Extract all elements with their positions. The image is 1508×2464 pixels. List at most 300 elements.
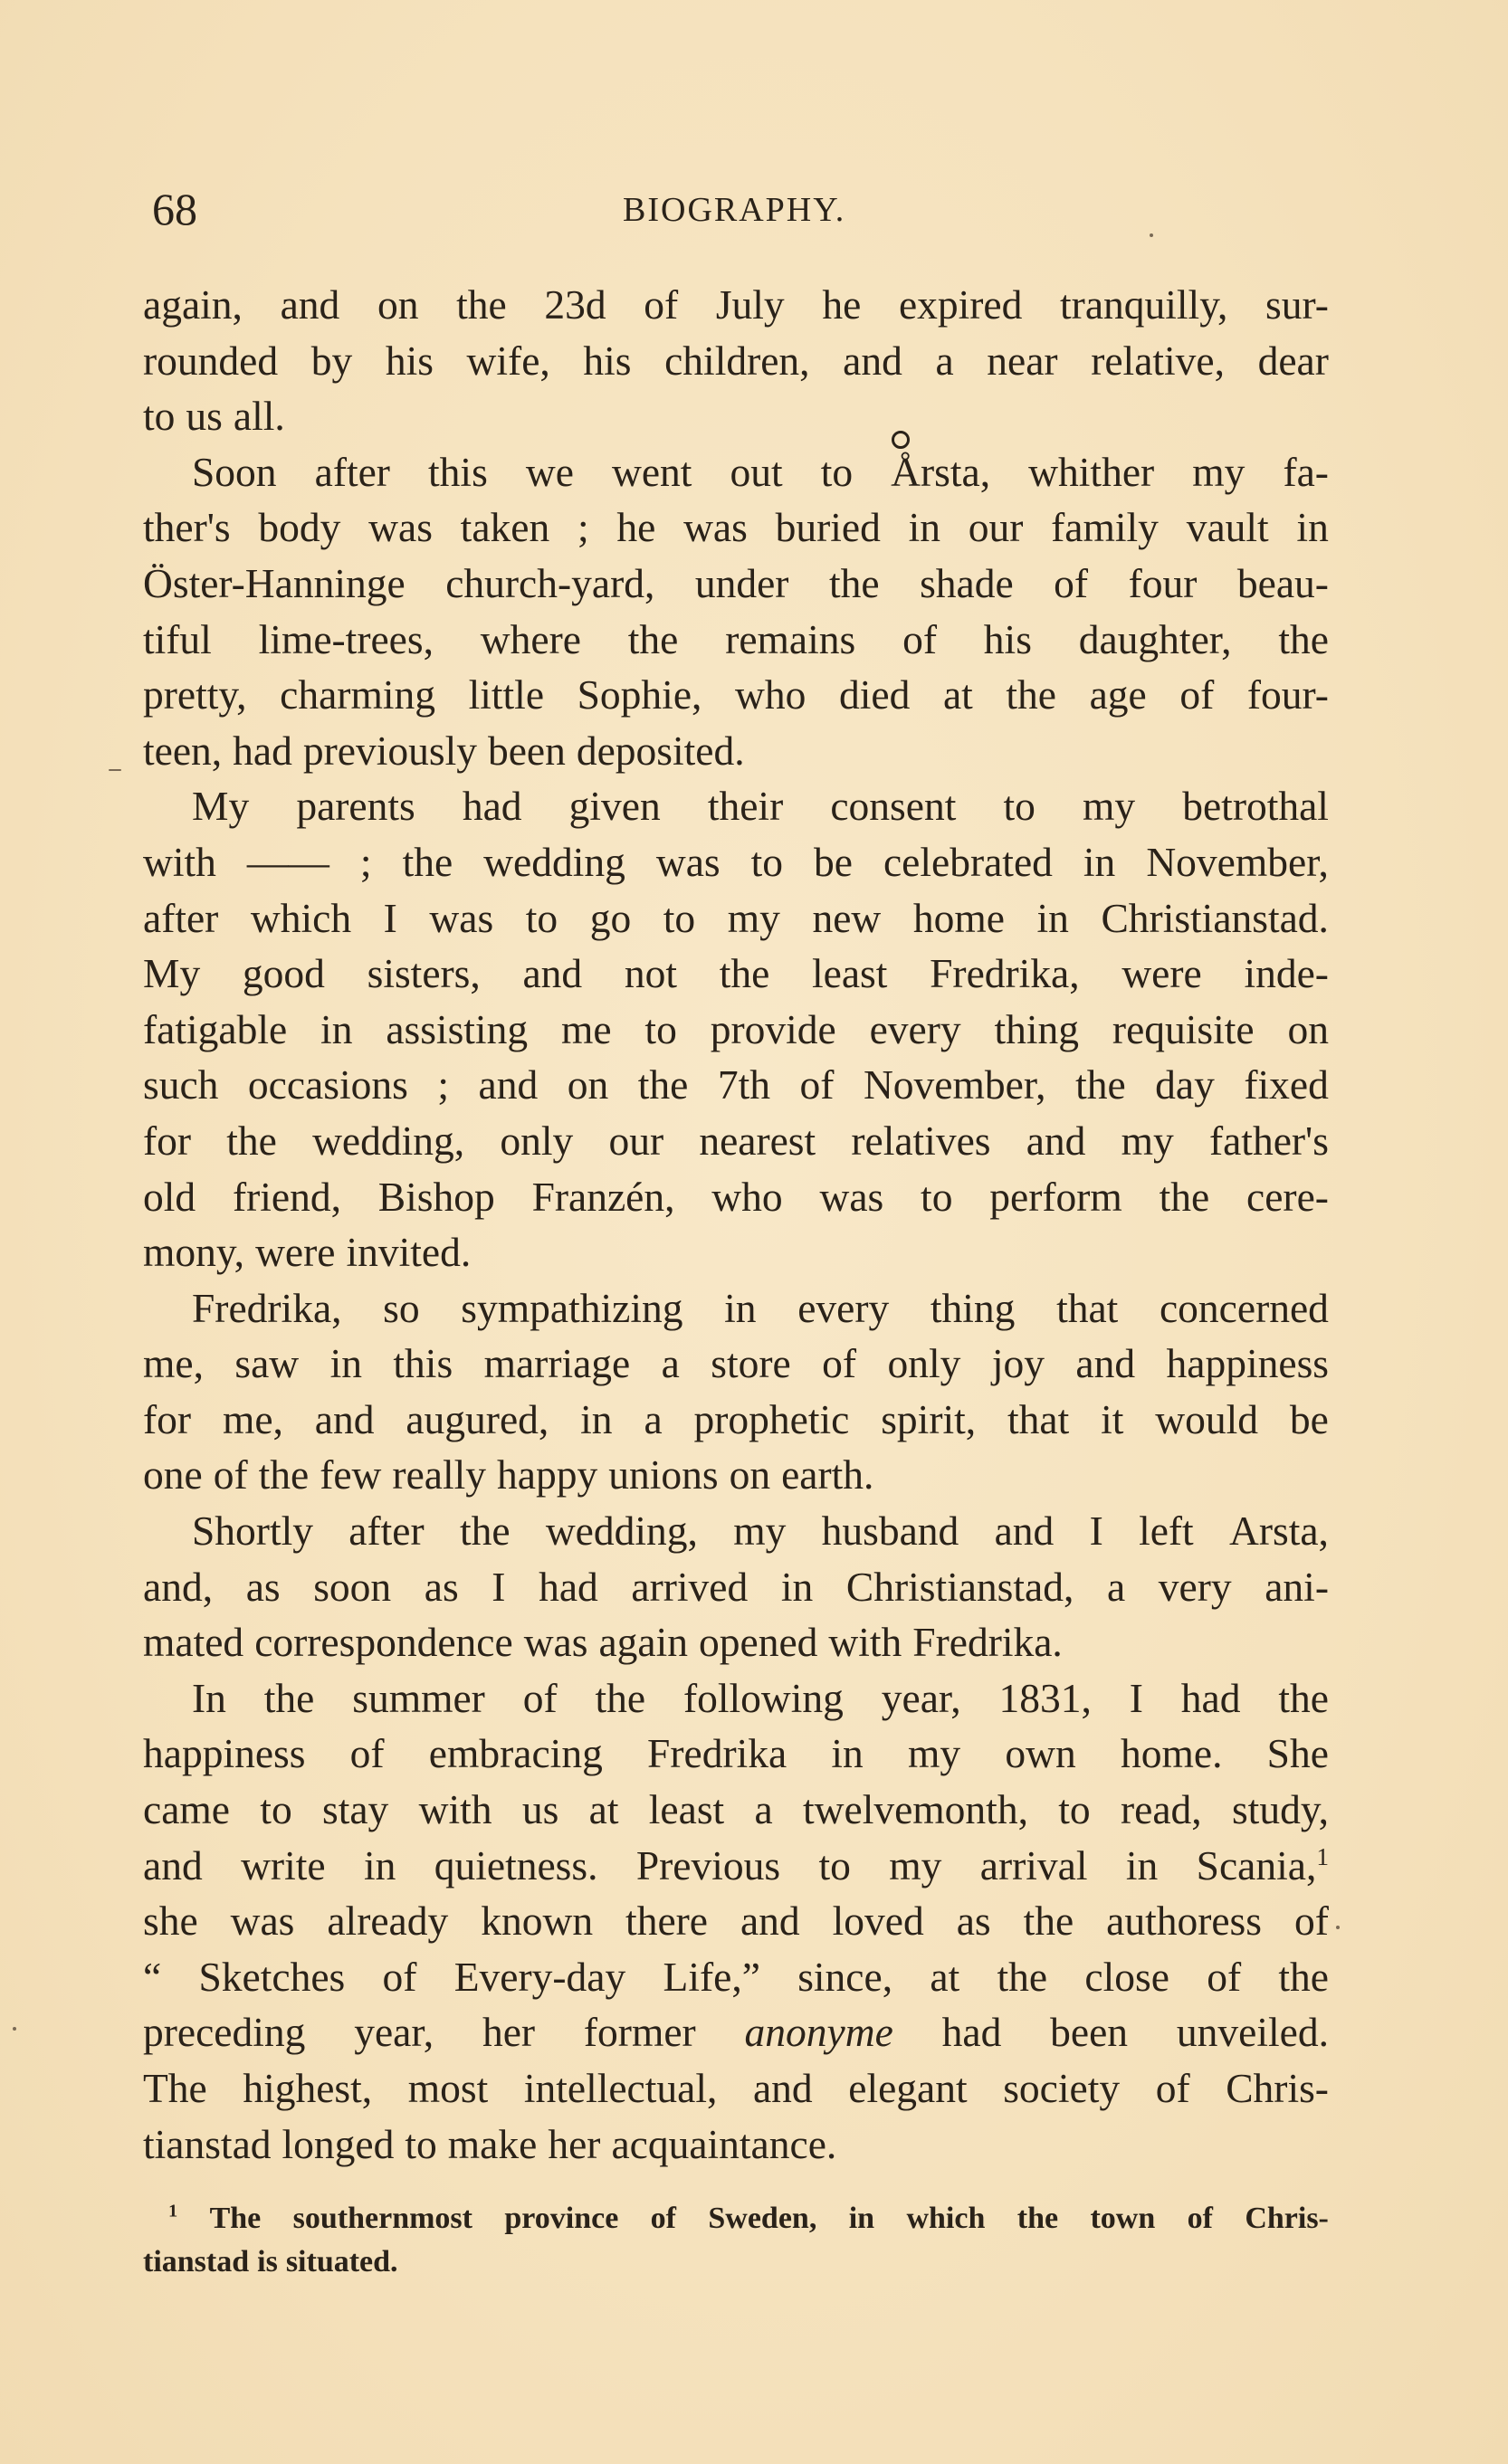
text-line <box>143 1782 1329 1838</box>
word: my <box>1082 783 1136 830</box>
word: that <box>1056 1284 1119 1331</box>
word: been <box>487 727 566 774</box>
paper-speck <box>1336 1926 1340 1929</box>
word: ther's <box>143 504 231 551</box>
text-line <box>143 2004 1329 2060</box>
word: society <box>1003 2065 1121 2111</box>
word: the <box>595 1674 646 1721</box>
text-line <box>143 1949 1329 2005</box>
word: to <box>750 838 784 885</box>
word: to <box>663 894 696 941</box>
word: and <box>1026 1117 1086 1164</box>
word: of <box>522 1674 558 1721</box>
word: my <box>908 1730 961 1777</box>
word: the <box>459 1508 511 1555</box>
word: were <box>1121 950 1202 997</box>
word: Fredrika, <box>192 1284 342 1331</box>
text-line <box>143 1838 1329 1894</box>
word: of <box>1187 2202 1213 2235</box>
word: 1831, <box>998 1674 1092 1721</box>
paper-speck <box>13 2027 16 2031</box>
word: daughter, <box>1078 615 1232 662</box>
word: in <box>908 504 940 551</box>
word: me, <box>222 1395 283 1442</box>
word: a <box>754 1786 773 1833</box>
word: unveiled. <box>1176 2009 1329 2056</box>
word: highest, <box>243 2065 373 2111</box>
word: I <box>1089 1508 1103 1555</box>
word: ani- <box>1265 1563 1329 1610</box>
word: town <box>1090 2202 1156 2235</box>
word: the <box>1278 1674 1329 1721</box>
word: of <box>902 615 937 662</box>
word: Öster-Hanninge <box>143 559 406 606</box>
word: since, <box>797 1953 893 2000</box>
word: and <box>740 1898 800 1945</box>
word: pretty, <box>143 671 247 718</box>
word: make <box>447 2120 538 2167</box>
word: body <box>258 504 341 551</box>
word: Every-day <box>453 1953 626 2000</box>
word: I <box>1129 1674 1143 1721</box>
word: the <box>627 615 679 662</box>
word: assisting <box>386 1005 529 1052</box>
word: Fredrika. <box>912 1619 1063 1666</box>
word: as <box>956 1898 991 1945</box>
word: happiness <box>143 1730 306 1777</box>
word: on <box>377 281 419 328</box>
word: The <box>143 2065 207 2111</box>
word: opened <box>699 1619 818 1666</box>
word: husband <box>821 1508 959 1555</box>
word: which <box>906 2202 986 2235</box>
word: the <box>637 1061 689 1108</box>
word: her <box>482 2009 536 2056</box>
word: one <box>143 1451 203 1498</box>
word: ; <box>437 1061 449 1108</box>
word: the <box>1016 2202 1059 2235</box>
word: for <box>143 1395 192 1442</box>
text-line <box>143 1169 1329 1225</box>
word: after <box>348 1508 425 1555</box>
footnote <box>143 2197 1329 2284</box>
word: own <box>1005 1730 1076 1777</box>
word: embracing <box>428 1730 603 1777</box>
word: elegant <box>848 2065 968 2111</box>
word: this <box>428 448 488 495</box>
word: of <box>644 281 679 328</box>
word: Franzén, <box>531 1173 675 1220</box>
word: November, <box>863 1061 1046 1108</box>
body-text <box>143 277 1329 2172</box>
word: buried <box>775 504 881 551</box>
word: My <box>143 950 201 997</box>
word: southernmost <box>292 2202 472 2235</box>
word: of <box>1293 1898 1329 1945</box>
word: perform <box>989 1173 1122 1220</box>
word: vault <box>1186 504 1269 551</box>
text-line <box>143 1614 1329 1670</box>
word: of <box>1207 1953 1242 2000</box>
word: had <box>233 727 292 774</box>
word: there <box>625 1898 708 1945</box>
word: which <box>250 894 352 941</box>
word: a <box>644 1395 663 1442</box>
word: church-yard, <box>445 559 655 606</box>
word: wedding, <box>545 1508 698 1555</box>
word: we <box>525 448 574 495</box>
word: again, <box>143 281 243 328</box>
word: the <box>997 1953 1048 2000</box>
word: quietness. <box>434 1841 598 1888</box>
paper-speck <box>109 769 121 771</box>
word: I <box>383 894 397 941</box>
text-line <box>143 667 1329 723</box>
text-line <box>143 1670 1329 1727</box>
word: was <box>230 1898 295 1945</box>
word: nearest <box>699 1117 816 1164</box>
word: who <box>735 671 806 718</box>
word: the <box>1159 1173 1210 1220</box>
word: where <box>480 615 581 662</box>
text-line <box>143 1447 1329 1503</box>
word: he <box>822 281 862 328</box>
word: wedding, <box>312 1117 465 1164</box>
word: taken <box>460 504 550 551</box>
word: and, <box>143 1563 214 1610</box>
word: my <box>889 1841 942 1888</box>
word: “ <box>143 1953 162 2000</box>
word: charming <box>280 671 435 718</box>
word: spirit, <box>881 1395 977 1442</box>
word: to <box>260 1786 292 1833</box>
word: lime-trees, <box>258 615 434 662</box>
word: only <box>887 1340 961 1387</box>
word: celebrated <box>883 838 1053 885</box>
word: was <box>523 1619 588 1666</box>
word: November, <box>1146 838 1329 885</box>
word: occasions <box>247 1061 408 1108</box>
word: 7th <box>717 1061 770 1108</box>
word: had <box>539 1563 598 1610</box>
word: be <box>814 838 853 885</box>
word: most <box>407 2065 489 2111</box>
word: not <box>624 950 678 997</box>
word: four <box>1128 559 1198 606</box>
word: unions <box>608 1451 719 1498</box>
word: age <box>1089 671 1147 718</box>
word: study, <box>1231 1786 1329 1833</box>
word: tianstad <box>143 2245 250 2278</box>
word: Shortly <box>192 1508 313 1555</box>
word: of <box>213 1451 248 1498</box>
word: was <box>429 894 494 941</box>
word: in <box>724 1284 757 1331</box>
word: least <box>648 1786 725 1833</box>
word: friend, <box>232 1173 341 1220</box>
word: consent <box>830 783 957 830</box>
word: wife, <box>466 337 550 384</box>
word: my <box>1192 448 1246 495</box>
word: loved <box>832 1898 924 1945</box>
word: had <box>462 783 522 830</box>
word: home. <box>1120 1730 1223 1777</box>
word: us <box>521 1786 559 1833</box>
word: with <box>828 1619 902 1666</box>
word: Chris- <box>1226 2065 1329 2111</box>
word: a <box>935 337 954 384</box>
word: under <box>694 559 789 606</box>
word: and <box>1075 1340 1136 1387</box>
word: year, <box>354 2009 434 2056</box>
word: inde- <box>1244 950 1329 997</box>
word: Life,” <box>663 1953 760 2000</box>
word: tiful <box>143 615 212 662</box>
page-number: 68 <box>152 184 197 234</box>
text-line <box>143 1726 1329 1782</box>
word: relative, <box>1091 337 1225 384</box>
word: the <box>1075 1061 1126 1108</box>
word: out <box>730 448 783 495</box>
word: really <box>392 1451 486 1498</box>
word: arrival <box>979 1841 1088 1888</box>
word: go <box>589 894 632 941</box>
word: in <box>1296 504 1329 551</box>
word: relatives <box>851 1117 991 1164</box>
word: arrived <box>631 1563 749 1610</box>
word: it <box>1101 1395 1124 1442</box>
text-line <box>143 612 1329 668</box>
text-line <box>143 1113 1329 1169</box>
running-head <box>152 177 1329 241</box>
footnote-line <box>143 2197 1329 2240</box>
word: was <box>683 504 748 551</box>
word: following <box>682 1674 844 1721</box>
word: been <box>1050 2009 1129 2056</box>
word: to <box>921 1173 953 1220</box>
word: his <box>983 615 1032 662</box>
text-line <box>143 1893 1329 1949</box>
word: of <box>1179 671 1215 718</box>
word: on <box>567 1061 609 1108</box>
word: his <box>583 337 632 384</box>
word: betrothal <box>1182 783 1329 830</box>
text-line <box>143 2117 1329 2173</box>
word: to <box>1058 1786 1091 1833</box>
word: previously <box>302 727 477 774</box>
word: soon <box>313 1563 392 1610</box>
word: longed <box>282 2120 395 2167</box>
text-line <box>143 1392 1329 1448</box>
word: Bishop <box>377 1173 495 1220</box>
word: thing <box>994 1005 1080 1052</box>
word: after <box>143 894 219 941</box>
word: left <box>1139 1508 1194 1555</box>
word: a <box>661 1340 680 1387</box>
word: preceding <box>143 2009 306 2056</box>
word: in <box>1125 1841 1159 1888</box>
word: ; <box>359 838 372 885</box>
word: her <box>548 2120 601 2167</box>
word: Scania,$^1$ <box>1196 1841 1329 1888</box>
word: store <box>711 1340 791 1387</box>
word: my <box>727 894 780 941</box>
word: write <box>241 1841 326 1888</box>
text-line <box>143 1002 1329 1058</box>
word: the <box>402 838 453 885</box>
word: their <box>707 783 784 830</box>
word: Sketches <box>198 1953 346 2000</box>
word: in <box>329 1340 362 1387</box>
word: cere- <box>1246 1173 1329 1220</box>
word: in <box>320 1005 353 1052</box>
word: family <box>1051 504 1159 551</box>
word: died <box>838 671 911 718</box>
word: Previous <box>635 1841 781 1888</box>
word: close <box>1084 1953 1169 2000</box>
word: in <box>780 1563 814 1610</box>
word: and <box>522 950 583 997</box>
word: happy <box>497 1451 598 1498</box>
word: stay <box>322 1786 389 1833</box>
word: parents <box>296 783 415 830</box>
word: to <box>143 393 176 440</box>
paper-speck <box>1150 233 1153 237</box>
word: summer <box>352 1674 485 1721</box>
word: of <box>799 1061 835 1108</box>
word: and <box>280 281 340 328</box>
word: such <box>143 1061 219 1108</box>
word: after <box>314 448 390 495</box>
word: came <box>143 1786 230 1833</box>
word: who <box>711 1173 783 1220</box>
word: went <box>611 448 692 495</box>
word: fatigable <box>143 1005 288 1052</box>
word: had <box>941 2009 1002 2056</box>
word: The <box>209 2202 262 2235</box>
word: so <box>383 1284 420 1331</box>
text-line <box>143 1559 1329 1615</box>
word: Fredrika, <box>930 950 1080 997</box>
word: of <box>349 1730 385 1777</box>
word: provide <box>710 1005 836 1052</box>
word: was <box>655 838 721 885</box>
word: My <box>192 783 250 830</box>
word: in <box>1036 894 1069 941</box>
text-line <box>143 1280 1329 1337</box>
word: near <box>987 337 1058 384</box>
word: good <box>242 950 325 997</box>
word: very <box>1158 1563 1232 1610</box>
word: twelvemonth, <box>803 1786 1028 1833</box>
word: In <box>192 1674 226 1721</box>
word: sisters, <box>367 950 481 997</box>
word: 1 <box>168 2201 178 2221</box>
word: expired <box>898 281 1023 328</box>
word: would <box>1155 1395 1259 1442</box>
word: be <box>1289 1395 1329 1442</box>
word: home <box>912 894 1005 941</box>
word: had <box>1180 1674 1241 1721</box>
text-line <box>143 333 1329 389</box>
word: again <box>598 1619 688 1666</box>
word: intellectual, <box>523 2065 718 2111</box>
word: me, <box>143 1340 204 1387</box>
word: on <box>1287 1005 1329 1052</box>
text-line <box>143 778 1329 834</box>
word: of <box>382 1953 417 2000</box>
word: and <box>843 337 902 384</box>
word: she <box>143 1898 198 1945</box>
word: of <box>1155 2065 1190 2111</box>
word: Sophie, <box>577 671 702 718</box>
word: and <box>994 1508 1055 1555</box>
word: anonyme <box>744 2009 893 2056</box>
word: our <box>968 504 1024 551</box>
word: at <box>588 1786 619 1833</box>
word: requisite <box>1112 1005 1255 1052</box>
word: augured, <box>406 1395 549 1442</box>
word: our <box>608 1117 664 1164</box>
text-line <box>143 946 1329 1002</box>
word: concerned <box>1159 1284 1329 1331</box>
word: of <box>1054 559 1089 606</box>
word: read, <box>1120 1786 1202 1833</box>
word: us <box>186 393 223 440</box>
word: ; <box>577 504 589 551</box>
word: every <box>797 1284 890 1331</box>
word: were <box>255 1229 336 1276</box>
text-line <box>143 1224 1329 1280</box>
text-line <box>143 499 1329 556</box>
word: that <box>1007 1395 1070 1442</box>
word: children, <box>664 337 810 384</box>
word: whither <box>1028 448 1155 495</box>
text-line <box>143 277 1329 333</box>
word: —— <box>246 838 329 885</box>
word: his <box>385 337 434 384</box>
word: was <box>368 504 433 551</box>
word: shade <box>920 559 1014 606</box>
word: dear <box>1257 337 1329 384</box>
word: to <box>525 894 558 941</box>
word: a <box>1106 1563 1126 1610</box>
word: few <box>320 1451 382 1498</box>
word: tranquilly, <box>1060 281 1228 328</box>
word: is <box>257 2245 278 2278</box>
text-line <box>143 2060 1329 2117</box>
word: the <box>1006 671 1056 718</box>
word: every <box>869 1005 961 1052</box>
text-line <box>143 834 1329 890</box>
word: in <box>831 1730 864 1777</box>
text-line <box>143 1503 1329 1559</box>
word: Soon <box>192 448 277 495</box>
text-line <box>143 723 1329 779</box>
word: saw <box>234 1340 300 1387</box>
word: by <box>310 337 353 384</box>
word: to <box>644 1005 677 1052</box>
word: happiness <box>1166 1340 1329 1387</box>
word: joy <box>991 1340 1045 1387</box>
word: of <box>822 1340 857 1387</box>
word: all. <box>233 393 285 440</box>
word: rounded <box>143 337 279 384</box>
word: at <box>930 1953 960 2000</box>
word: the <box>456 281 507 328</box>
word: fa- <box>1283 448 1329 495</box>
word: given <box>568 783 661 830</box>
